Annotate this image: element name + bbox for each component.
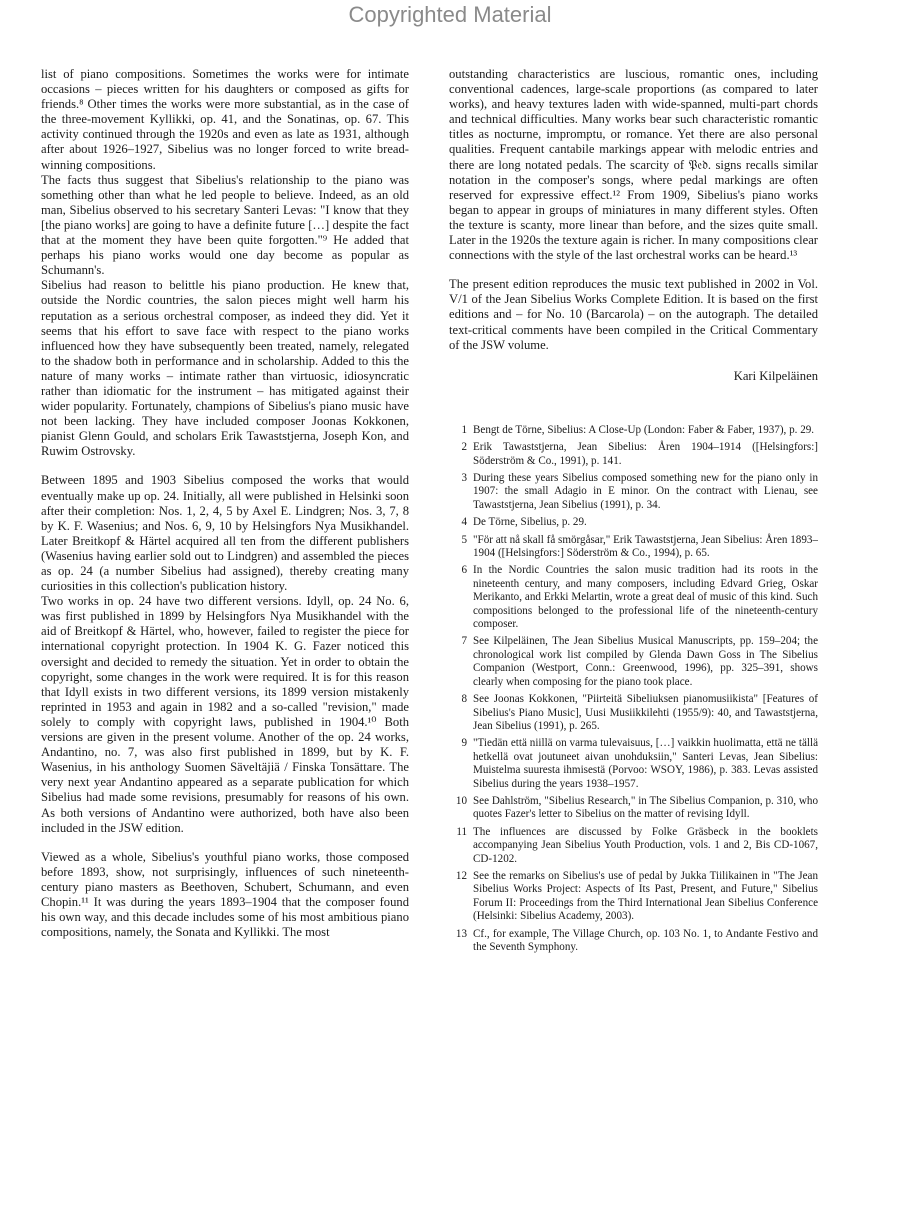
footnote-number: 4 xyxy=(461,516,467,529)
footnote xyxy=(449,534,818,561)
footnote-text: "Tiedän että niillä on varma tulevaisuus, […] vaikkin huolimatta, että ne tällä hetkellä ovat joutuneet aivan unohduksiin," Santeri Levas, Jean Sibelius: Muistelma suuresta ihmisestä (Porvoo: WSOY, 1986), p. 383. Levas assisted Sibelius during the years 1938–1957. xyxy=(473,737,818,790)
right-column xyxy=(449,67,818,1207)
footnote-number: 13 xyxy=(455,927,467,940)
footnote-text: Bengt de Törne, Sibelius: A Close-Up (London: Faber & Faber, 1937), p. 29. xyxy=(473,423,815,436)
footnote-number: 6 xyxy=(461,564,467,577)
footnote-text: In the Nordic Countries the salon music tradition had its roots in the nineteenth century, and many composers, including Edvard Grieg, Oskar Merikanto, and Erkki Melartin, wrote a great deal of music of this kind. Such compositions belonged to the professional life of the nineteenth-century composer. xyxy=(473,564,818,631)
footnote xyxy=(449,516,818,529)
author-signature: Kari Kilpeläinen xyxy=(733,368,818,383)
footnote-number: 2 xyxy=(461,441,467,454)
footnote xyxy=(449,870,818,924)
footnotes-list xyxy=(449,424,818,955)
paragraph: list of piano compositions. Sometimes the works were for intimate occasions – pieces written for his daughters or composed as gifts for friends.⁸ Other times the works were more substantial, as in the case of the three-movement Kyllikki, op. 41, and the Sonatinas, op. 67. This activity continued through the 1920s and even as late as 1931, although after about 1926–1927, Sibelius was no longer forced to write bread-winning compositions. xyxy=(41,67,409,172)
footnote-number: 11 xyxy=(456,825,467,838)
footnote-text: Erik Tawaststjerna, Jean Sibelius: Åren 1904–1914 ([Helsingfors:] Söderström & Co., 1991), p. 141. xyxy=(473,441,818,467)
footnote-text: Cf., for example, The Village Church, op. 103 No. 1, to Andante Festivo and the Seventh Symphony. xyxy=(473,927,818,953)
footnote-number: 1 xyxy=(461,423,467,436)
footnote-number: 3 xyxy=(461,472,467,484)
footnote-text: De Törne, Sibelius, p. 29. xyxy=(473,516,587,529)
footnote-text: The influences are discussed by Folke Gräsbeck in the booklets accompanying Jean Sibelius Youth Production, vols. 1 and 2, Bis CD-1067, CD-1202. xyxy=(473,825,818,865)
paragraph: Viewed as a whole, Sibelius's youthful piano works, those composed before 1893, show, not surprisingly, influences of such nineteenth-century piano masters as Beethoven, Schubert, Schumann, and even Chopin.¹¹ It was during the years 1893–1904 that the composer found his own way, and this decade includes some of his most ambitious piano compositions, namely, the Sonata and Kyllikki. The most xyxy=(41,849,409,940)
footnote-text: See Dahlström, "Sibelius Research," in The Sibelius Companion, p. 310, who quotes Fazer's letter to Sibelius on the matter of revising Idyll. xyxy=(473,794,818,821)
paragraph: The present edition reproduces the music text published in 2002 in Vol. V/1 of the Jean Sibelius Works Complete Edition. It is based on the first editions and – for No. 10 (Barcarola) – on the autograph. The detailed text-critical comments have been compiled in the Critical Commentary of the JSW volume. xyxy=(449,277,818,352)
footnote-number: 8 xyxy=(461,693,467,706)
footnote xyxy=(449,441,818,468)
footnote-text: During these years Sibelius composed something new for the piano only in 1907: the small Adagio in E minor. On the contract with Lienau, see Tawaststjerna, Jean Sibelius (1991), p. 34. xyxy=(473,472,818,511)
paragraph: outstanding characteristics are luscious, romantic ones, including conventional cadences, large-scale proportions (as compared to later works), and heavy textures laden with wide-spanned, multi-part chords and technical difficulties. Many works bear such characteristic romantic titles as nocturne, impromptu, or romance. Yet there are also personal qualities. Frequent cantabile markings appear with melodic entries and there are long notated pedals. The scarcity of 𝔓𝔢𝔡. signs recalls similar notation in the composer's songs, where pedal markings are often reserved for expressive effect.¹² From 1909, Sibelius's piano works began to appear in groups of miniatures in many different styles. Often the texture is scanty, more linear than before, and the sizes quite small. Later in the 1920s the texture again is richer. In many compositions clear connections with the style of the last orchestral works can be heard.¹³ xyxy=(449,67,818,263)
footnote xyxy=(449,472,818,512)
footnote xyxy=(449,795,818,822)
paragraph: Two works in op. 24 have two different versions. Idyll, op. 24 No. 6, was first published in 1899 by Helsingfors Nya Musikhandel with the aid of Breitkopf & Härtel, who, however, failed to register the piece for international copyright protection. In 1904 K. G. Fazer noticed this oversight and decided to remedy the situation. Yet in order to obtain the copyright, some changes in the work were required. It is for this reason that Idyll exists in two different versions, its 1899 version mistakenly reprinted in 1953 and again in 1982 and a so-called "revision," made solely to comply with copyright laws, published in 1904.¹⁰ Both versions are given in the present volume. Another of the op. 24 works, Andantino, no. 7, was also first published in 1899, but by K. F. Wasenius, in his anthology Suomen Säveltäjiä / Finska Tonsättare. The very next year Andantino appeared as a separate publication for which Sibelius had made some revisions, presumably for reasons of his own. As both versions of Andantino were authorized, both have also been included in the JSW edition. xyxy=(41,594,409,835)
footnote-text: See Joonas Kokkonen, "Piirteitä Sibeliuksen pianomusiikista" [Features of Sibelius's Piano Music], Uusi Musiikkilehti (1955/9): 40, and Tawaststjerna, Jean Sibelius (1991), p. 265. xyxy=(473,693,818,732)
footnote xyxy=(449,424,818,437)
footnote xyxy=(449,826,818,866)
copyright-banner: Copyrighted Material xyxy=(348,2,552,27)
paragraph: Between 1895 and 1903 Sibelius composed the works that would eventually make up op. 24. Initially, all were published in Helsinki soon after their completion: Nos. 1, 2, 4, 5 by Axel E. Lindgren; Nos. 3, 7, 8 by K. F. Wasenius; and Nos. 6, 9, 10 by Helsingfors Nya Musikhandel. Later Breitkopf & Härtel acquired all ten from the different publishers (Wasenius having earlier sold out to Lindgren) and assembled the pieces as op. 24 (a number Sibelius had assigned), thereby creating many curiosities in this collection's publication history. xyxy=(41,473,409,594)
footnote-text: See Kilpeläinen, The Jean Sibelius Musical Manuscripts, pp. 159–204; the chronological work list compiled by Glenda Dawn Goss in The Sibelius Companion (Westport, Conn.: Greenwood, 1996), pp. 325–391, shows clearly when composing for the piano took place. xyxy=(473,635,818,688)
footnote-number: 7 xyxy=(461,635,467,648)
paragraph: The facts thus suggest that Sibelius's relationship to the piano was something other than what he led people to believe. Indeed, as an old man, Sibelius observed to his secretary Santeri Levas: "I know that they [the piano works] are going to have a definite future […] despite the fact that at the moment they have been quite forgotten."⁹ He added that perhaps his piano works would one day become as popular as Schumann's. xyxy=(41,172,409,278)
footnote xyxy=(449,635,818,689)
footnote xyxy=(449,693,818,733)
footnote-number: 10 xyxy=(455,794,467,807)
footnote-text: See the remarks on Sibelius's use of pedal by Jukka Tiilikainen in "The Jean Sibelius Works Project: Aspects of Its Past, Present, and Future," Sibelius Forum II: Proceedings from the Third International Jean Sibelius Conference (Helsinki: Sibelius Academy, 2003). xyxy=(473,869,818,923)
footnote xyxy=(449,928,818,955)
footnote-number: 12 xyxy=(455,869,467,882)
footnote xyxy=(449,564,818,631)
left-column xyxy=(41,67,409,1207)
footnote xyxy=(449,737,818,791)
footnote-number: 9 xyxy=(461,737,467,750)
footnote-number: 5 xyxy=(461,533,467,546)
footnote-text: "För att nå skall få smörgåsar," Erik Tawaststjerna, Jean Sibelius: Åren 1893–1904 ([Helsingfors:] Söderström & Co., 1994), p. 65. xyxy=(473,533,818,560)
paragraph: Sibelius had reason to belittle his piano production. He knew that, outside the Nordic countries, the salon pieces might well harm his reputation as a serious orchestral composer, as indeed they did. Yet it seems that his effort to save face with respect to the piano works influenced how they have subsequently been treated, namely, relegated to the shadow both in performance and in scholarship. Added to this the nature of many works – intimate rather than virtuosic, idiosyncratic rather than idiomatic for the instrument – has mitigated against their wider popularity. Fortunately, champions of Sibelius's piano music have not been lacking. They have included composer Joonas Kokkonen, pianist Glenn Gould, and scholars Erik Tawaststjerna, Joseph Kon, and Ruwim Ostrovsky. xyxy=(41,278,409,459)
